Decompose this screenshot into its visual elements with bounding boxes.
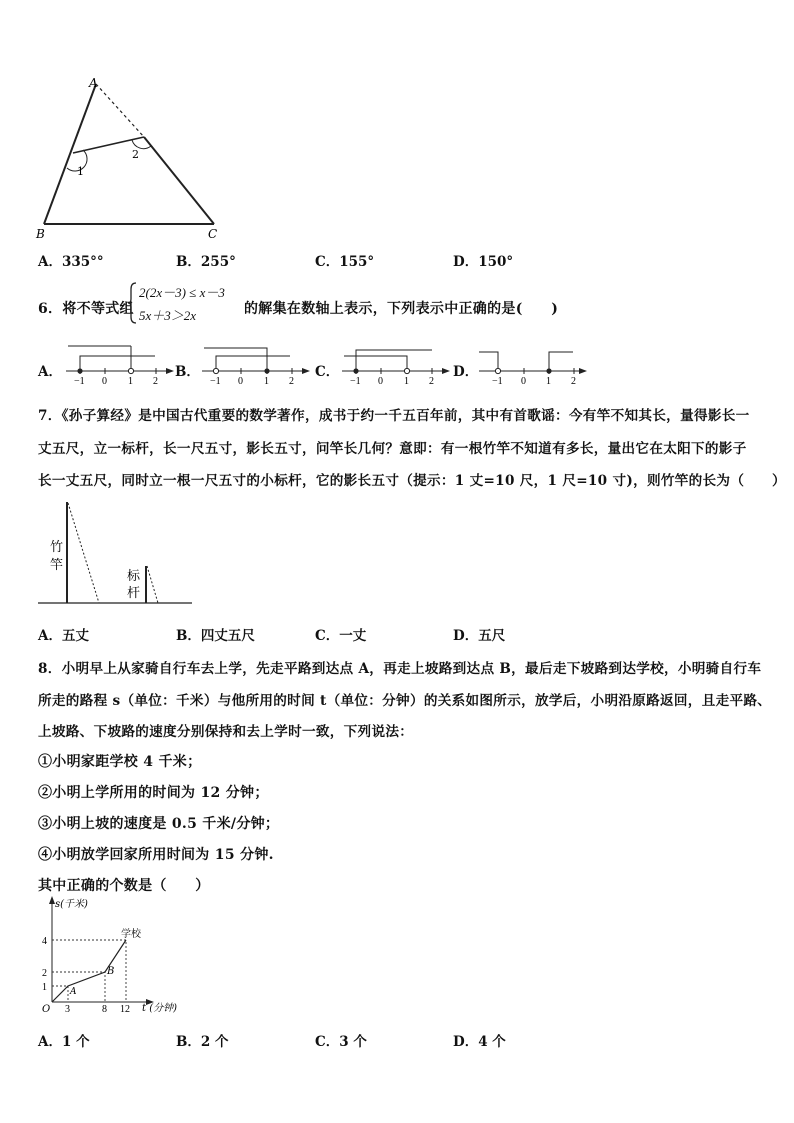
label-c: C (208, 227, 218, 241)
q7-text-line2: 丈五尺，立一标杆，长一尺五寸，影长五寸，问竿长几何？意即：有一根竹竿不知道有多长，量出它在太阳下的影子 (38, 441, 747, 457)
q7-shadow-figure (36, 500, 196, 608)
q8-statement-1: ①小明家距学校 4 千米； (38, 754, 202, 770)
q8-distance-time-graph (30, 894, 200, 1018)
stick-label-2: 杆 (127, 586, 141, 601)
q6-inequality-2: 5x＋3＞2x (139, 308, 197, 323)
q5-option-a[interactable]: A．335°° (38, 254, 104, 270)
tick-2: 2 (289, 376, 294, 386)
tick-0: 0 (378, 376, 383, 386)
bamboo-shadow-ray (68, 503, 99, 603)
side-ab (44, 84, 96, 224)
q6-numberline-d (477, 344, 589, 386)
tick-neg1: −1 (74, 376, 85, 386)
ytick-4: 4 (42, 936, 47, 947)
q8-option-a[interactable]: A．1 个 (38, 1034, 90, 1050)
q6-numberline-a (64, 344, 176, 386)
ytick-2: 2 (42, 968, 47, 979)
q7-text-line1: 7．《孙子算经》是中国古代重要的数学著作，成书于约一千五百年前，其中有首歌谣：今有竿不知其长，量得影长一 (38, 408, 750, 424)
xtick-3: 3 (65, 1004, 70, 1015)
q7-option-d[interactable]: D．五尺 (453, 628, 506, 644)
point-a-label: A (70, 987, 77, 997)
q6-brace (128, 281, 138, 325)
tick-2: 2 (429, 376, 434, 386)
q7-option-c[interactable]: C．一丈 (315, 628, 367, 644)
side-ac-solid (144, 137, 214, 224)
q6-option-a[interactable]: A． (38, 364, 62, 380)
origin-label: O (42, 1004, 51, 1015)
label-a: A (89, 76, 98, 90)
stick-label-1: 标 (127, 569, 141, 584)
q6-inequality-1: 2(2x－3) ≤ x－3 (139, 285, 225, 300)
q5-option-c[interactable]: C．155° (315, 254, 375, 270)
q7-option-a[interactable]: A．五丈 (38, 628, 89, 644)
q6-option-c[interactable]: C． (315, 364, 340, 380)
tick-1: 1 (546, 376, 551, 386)
q8-question: 其中正确的个数是（ ） (38, 878, 210, 894)
q5-triangle-figure (30, 76, 230, 242)
q5-option-b[interactable]: B．255° (176, 254, 236, 270)
tick-1: 1 (264, 376, 269, 386)
point-b-label: B (107, 966, 115, 977)
q6-numberline-b (200, 344, 312, 386)
stick-shadow-ray (147, 566, 158, 603)
xtick-12: 12 (120, 1004, 130, 1015)
q8-statement-3: ③小明上坡的速度是 0.5 千米/分钟； (38, 816, 280, 832)
tick-0: 0 (521, 376, 526, 386)
q5-option-d[interactable]: D．150° (453, 254, 514, 270)
q8-text-line3: 上坡路、下坡路的速度分别保持和去上学时一致，下列说法： (38, 724, 414, 740)
tick-0: 0 (238, 376, 243, 386)
ytick-1: 1 (42, 982, 47, 993)
tick-2: 2 (571, 376, 576, 386)
tick-0: 0 (102, 376, 107, 386)
q6-numberline-c (340, 344, 452, 386)
pole-label-1: 竹 (50, 540, 64, 555)
q8-text-line2: 所走的路程 s（单位：千米）与他所用的时间 t（单位：分钟）的关系如图所示，放学后，小明沿原路返回，且走平路、 (38, 693, 772, 709)
label-2: 2 (132, 148, 139, 161)
q8-option-c[interactable]: C．3 个 (315, 1034, 367, 1050)
q6-suffix: 的解集在数轴上表示，下列表示中正确的是( ) (244, 301, 559, 317)
q7-option-b[interactable]: B．四丈五尺 (176, 628, 255, 644)
y-axis-label: s(千米) (55, 899, 88, 910)
q8-option-b[interactable]: B．2 个 (176, 1034, 229, 1050)
side-ac-dashed (96, 84, 144, 137)
q8-option-d[interactable]: D．4 个 (453, 1034, 506, 1050)
xtick-8: 8 (102, 1004, 107, 1015)
tick-1: 1 (404, 376, 409, 386)
q8-text-line1: 8．小明早上从家骑自行车去上学，先走平路到达点 A，再走上坡路到达点 B，最后走下坡路到达学校，小明骑自行车 (38, 661, 762, 677)
tick-2: 2 (153, 376, 158, 386)
q8-statement-4: ④小明放学回家所用时间为 15 分钟. (38, 847, 274, 863)
pole-label-2: 竿 (50, 558, 64, 573)
q7-text-line3: 长一丈五尺，同时立一根一尺五寸的小标杆，它的影长五寸（提示：1 丈=10 尺，1 尺=10 寸)，则竹竿的长为（ ） (38, 473, 786, 489)
q6-prefix: 6．将不等式组 (38, 301, 134, 317)
label-b: B (36, 227, 45, 241)
tick-neg1: −1 (350, 376, 361, 386)
x-axis-label: t (分钟) (142, 1003, 177, 1014)
tick-neg1: −1 (492, 376, 503, 386)
label-1: 1 (77, 165, 84, 178)
q6-option-b[interactable]: B． (175, 364, 200, 380)
tick-1: 1 (128, 376, 133, 386)
q6-option-d[interactable]: D． (453, 364, 479, 380)
distance-polyline (52, 940, 126, 1002)
tick-neg1: −1 (210, 376, 221, 386)
school-label: 学校 (121, 929, 141, 940)
q8-statement-2: ②小明上学所用的时间为 12 分钟； (38, 785, 269, 801)
